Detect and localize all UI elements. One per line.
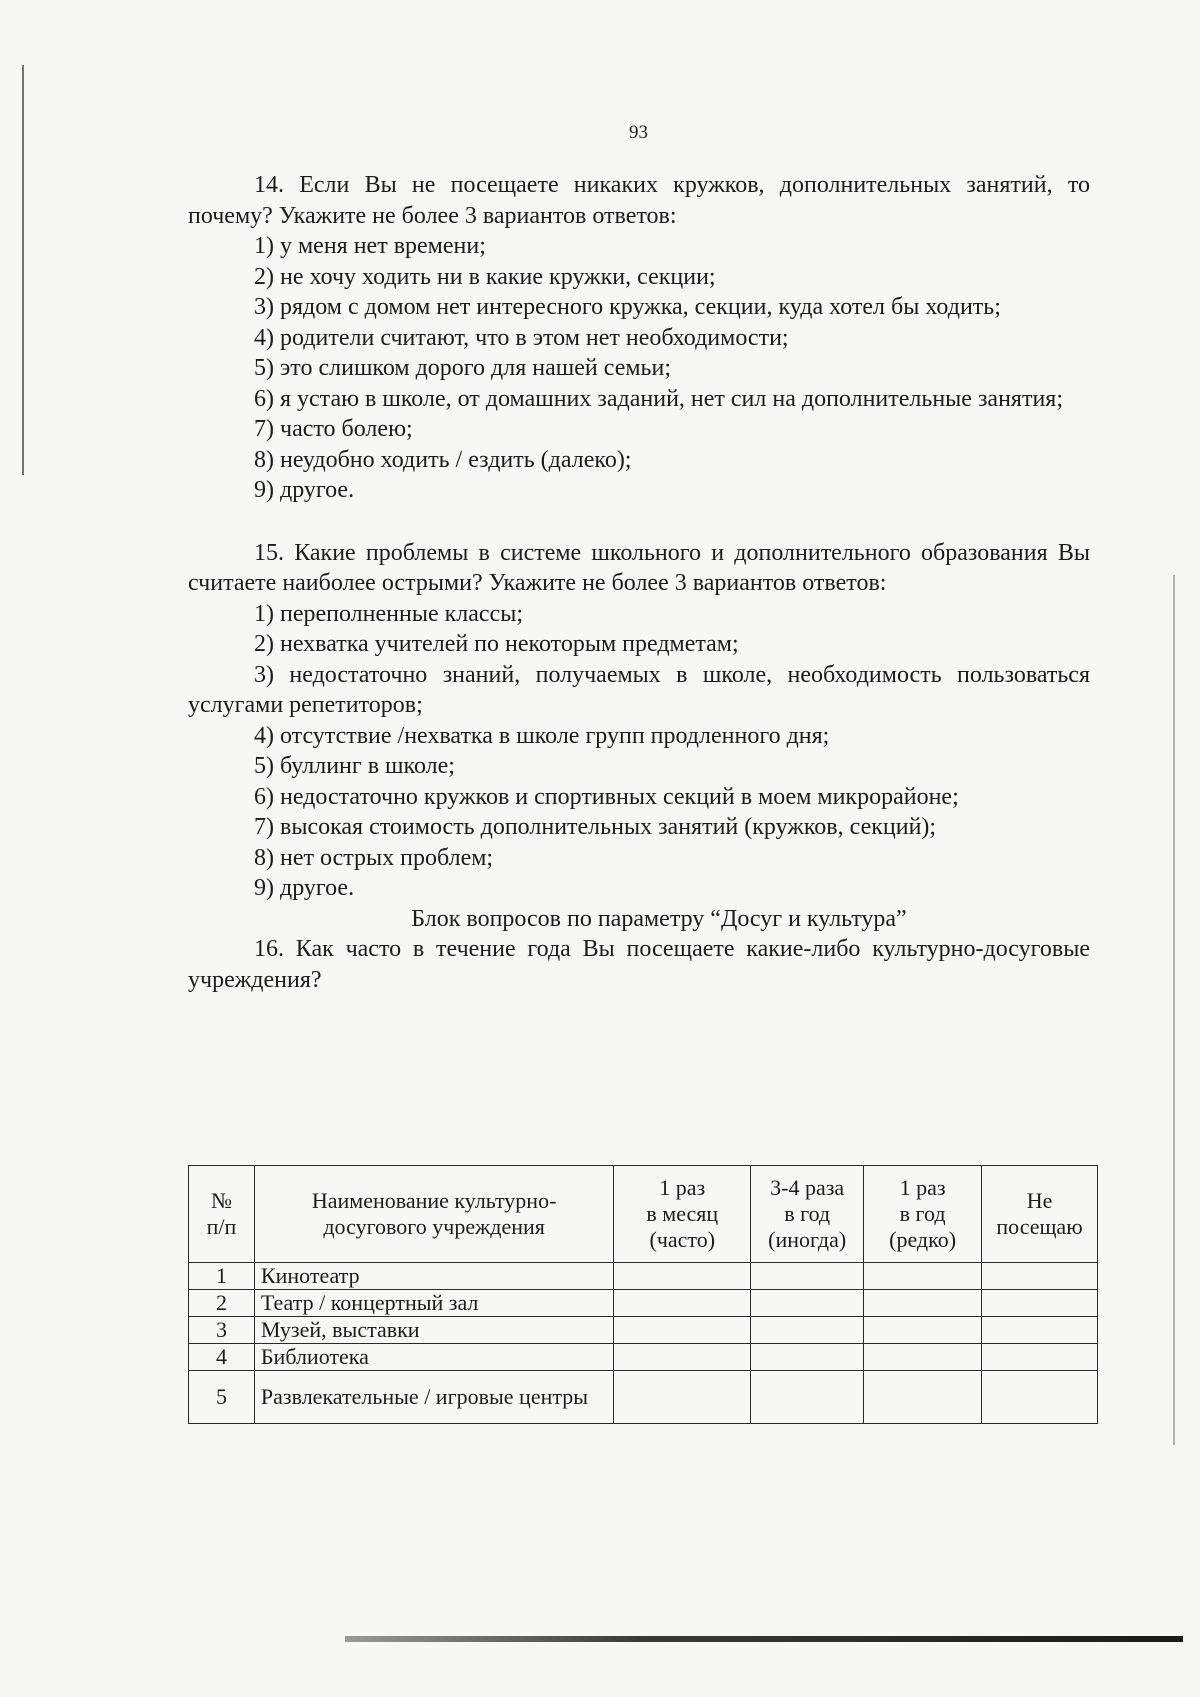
header-often: 1 раз в месяц (часто) [614,1166,751,1263]
table-row [189,1371,1098,1424]
q14-option: 7) часто болею; [254,416,413,442]
answer-cell-often[interactable] [614,1317,751,1344]
header-never: Не посещаю [982,1166,1098,1263]
q15-option: 5) буллинг в школе; [254,753,455,779]
answer-cell-rarely[interactable] [864,1344,982,1371]
answer-cell-never[interactable] [982,1344,1098,1371]
table-row [189,1317,1098,1344]
row-institution: Библиотека [254,1344,613,1371]
q14-option: 2) не хочу ходить ни в какие кружки, секции; [254,263,716,290]
q15-option: 4) отсутствие /нехватка в школе групп продленного дня; [254,722,830,749]
answer-cell-often[interactable] [614,1371,751,1424]
answer-cell-often[interactable] [614,1344,751,1371]
q15-option: 9) другое. [254,875,355,901]
row-institution: Кинотеатр [254,1263,613,1290]
answer-cell-sometimes[interactable] [751,1317,864,1344]
question-16: 16. Как часто в течение года Вы посещаете какие-либо культурно-досуговые учреждения? [188,936,1090,993]
q15-option: 1) переполненные классы; [254,600,523,627]
q15-option: 7) высокая стоимость дополнительных занятий (кружков, секций); [254,814,937,840]
q14-option: 5) это слишком дорого для нашей семьи; [254,355,671,381]
answer-cell-rarely[interactable] [864,1371,982,1424]
q15-option: 2) нехватка учителей по некоторым предметам; [254,631,739,657]
scan-edge-left [22,65,24,475]
q15-option: 8) нет острых проблем; [254,844,494,871]
row-institution: Музей, выставки [254,1317,613,1344]
visits-table [188,1165,1098,1424]
row-number: 3 [189,1317,255,1344]
table-row [189,1290,1098,1317]
answer-cell-sometimes[interactable] [751,1263,864,1290]
q14-option: 4) родители считают, что в этом нет необходимости; [254,324,789,351]
q15-option: 6) недостаточно кружков и спортивных секций в моем микрорайоне; [254,783,959,810]
row-number: 4 [189,1344,255,1371]
table-row [189,1263,1098,1290]
answer-cell-sometimes[interactable] [751,1371,864,1424]
answer-cell-never[interactable] [982,1263,1098,1290]
answer-cell-never[interactable] [982,1290,1098,1317]
row-institution: Театр / концертный зал [254,1290,613,1317]
answer-cell-never[interactable] [982,1371,1098,1424]
block-title: Блок вопросов по параметру “Досуг и культура” [411,905,907,932]
scan-edge-bottom [345,1636,1183,1642]
answer-cell-sometimes[interactable] [751,1290,864,1317]
q15-option: 3) недостаточно знаний, получаемых в школе, необходимость пользоваться услугами репетиторов; [188,661,1090,718]
header-institution-name: Наименование культурно- досугового учреждения [254,1166,613,1263]
document-body [188,170,1090,995]
header-sometimes: 3-4 раза в год (иногда) [751,1166,864,1263]
table-header-row [189,1166,1098,1263]
question-14: 14. Если Вы не посещаете никаких кружков, дополнительных занятий, то почему? Укажите не более 3 вариантов ответов: [188,172,1090,229]
q14-option: 1) у меня нет времени; [254,233,486,259]
answer-cell-often[interactable] [614,1290,751,1317]
header-rarely: 1 раз в год (редко) [864,1166,982,1263]
q14-option: 8) неудобно ходить / ездить (далеко); [254,446,632,473]
header-number: № п/п [189,1166,255,1263]
answer-cell-sometimes[interactable] [751,1344,864,1371]
answer-cell-never[interactable] [982,1317,1098,1344]
scan-edge-right [1173,575,1175,1445]
row-number: 5 [189,1371,255,1424]
table-row [189,1344,1098,1371]
row-institution [254,1371,613,1424]
q14-option: 3) рядом с домом нет интересного кружка, секции, куда хотел бы ходить; [254,294,1001,320]
answer-cell-rarely[interactable] [864,1290,982,1317]
row-number: 2 [189,1290,255,1317]
row-institution-text: Развлекательные / игровые центры [260,1384,589,1409]
question-15: 15. Какие проблемы в системе школьного и дополнительного образования Вы считаете наиболее острыми? Укажите не более 3 вариантов ответов: [188,539,1090,596]
answer-cell-rarely[interactable] [864,1263,982,1290]
q14-option: 6) я устаю в школе, от домашних заданий, нет сил на дополнительные занятия; [254,385,1064,412]
page-number: 93 [629,122,648,143]
row-number: 1 [189,1263,255,1290]
q14-option: 9) другое. [254,477,355,503]
answer-cell-rarely[interactable] [864,1317,982,1344]
answer-cell-often[interactable] [614,1263,751,1290]
